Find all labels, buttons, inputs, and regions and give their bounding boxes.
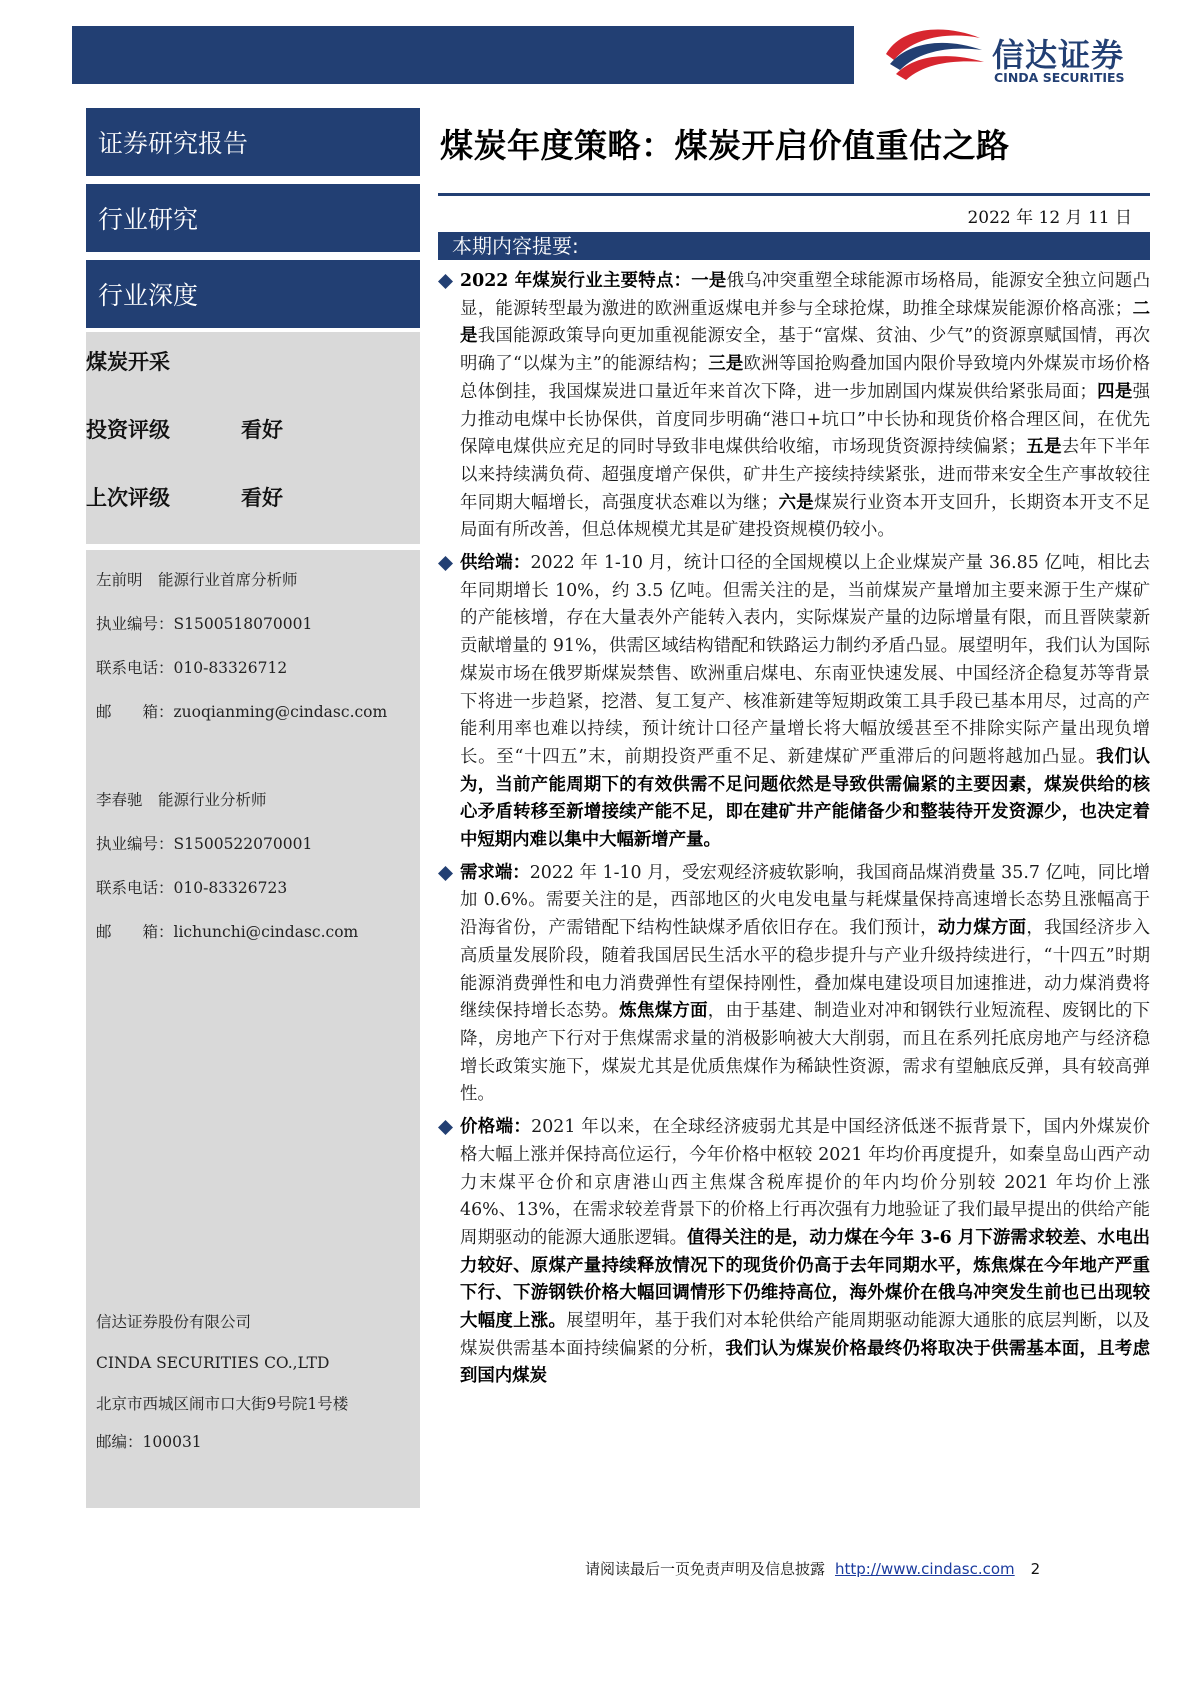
diamond-bullet-icon [438,1120,453,1135]
body-text: 欧洲等国抢购叠加国内限价导致境内外煤炭市场价格总体倒挂，我国煤炭进口量近年来首次下降，进一步加剧国内煤炭供给紧张局面； [460,354,1150,402]
rating-panel [86,332,420,544]
category-box [86,184,420,252]
paragraph-text [460,553,1150,850]
emphasis-text: 动力煤方面 [937,918,1027,939]
body-text: 2022 年 1-10 月，统计口径的全国规模以上企业煤炭产量 36.85 亿吨，相比去年同期增长 10%，约 3.5 亿吨。但需关注的是，当前煤炭产量增加主要来源于生产煤矿的产能核增，存在大量表外产能转入表内，实际煤炭产量的边际增量有限，而且晋陕蒙新贡献增量的 91%，供需区域结构错配和铁路运力制约矛盾凸显。展望明年，我们认为国际煤炭市场在俄罗斯煤炭禁售、欧洲重启煤电、东南亚快速发展、中国经济企稳复苏等背景下将进一步趋紧，挖潜、复工复产、核准新建等短期政策工具手段已基本用尽，过高的产能利用率也难以持续，预计统计口径产量增长将大幅放缓甚至不排除实际产量出现负增长。至“十四五”末，前期投资严重不足、新建煤矿严重滞后的问题将越加凸显。 [460,553,1150,767]
company-name-en: CINDA SECURITIES CO.,LTD [96,1354,330,1372]
diamond-bullet-icon [438,866,453,881]
body-text: 展望明年，基于我们对本轮供给产能周期驱动能源大通胀的底层判断，以及煤炭供需基本面持续偏紧的分析， [460,1311,1150,1359]
title-divider [438,193,1150,196]
company-postcode: 邮编：100031 [96,1433,202,1451]
cinda-emblem-icon [880,24,986,86]
analyst-1-email[interactable]: 邮 箱：zuoqianming@cindasc.com [96,703,388,721]
body-text: 2022 年 1-10 月，受宏观经济疲软影响，我国商品煤消费量 35.7 亿吨，同比增加 0.6%。需要关注的是，西部地区的火电发电量与耗煤量保持高速增长态势且涨幅高于沿海省份，产需错配下结构性缺煤矛盾依旧存在。我们预计， [460,862,1150,939]
emphasis-text: 值得关注的是，动力煤在今年 3-6 月下游需求较差、水电出力较好、原煤产量持续释放情况下的现货价仍高于去年同期水平，炼焦煤在今年地产严重下行、下游钢铁价格大幅回调情形下仍维持高位，海外煤价在俄乌冲突发生前也已出现较大幅度上涨。 [460,1227,1150,1332]
company-name-cn: 信达证券股份有限公司 [96,1313,252,1331]
report-title: 煤炭年度策略：煤炭开启价值重估之路 [440,126,1010,165]
paragraph-price [438,1114,1150,1391]
sidebar [86,108,420,1508]
emphasis-text: 炼焦煤方面 [619,1001,708,1022]
subcategory-box [86,260,420,328]
body-text: 强力推动电煤中长协保供，首度同步明确“港口+坑口”中长协和现货价格合理区间，在优先保障电煤供应充足的同时导致非电煤供给收缩，市场现货资源持续偏紧； [460,381,1150,458]
summary-heading: 本期内容提要: [438,232,1150,260]
paragraph-text [460,1117,1150,1386]
prev-rating-label: 上次评级 [86,486,170,510]
analyst-1-phone: 联系电话：010-83326712 [96,659,288,677]
cinda-logo [880,24,1170,86]
header-bar [72,26,854,84]
body-text: 2021 年以来，在全球经济疲弱尤其是中国经济低迷不振背景下，国内外煤炭价格大幅上涨并保持高位运行，今年价格中枢较 2021 年均价再度提升，如秦皇岛山西产动力末煤平仓价和京唐港山西主焦煤含税库提价的年内均价分别较 2021 年均价上涨 46%、13%，在需求较差背景下的价格上行再次强有力地验证了我们最早提出的供给产能周期驱动的能源大通胀逻辑。 [460,1117,1150,1248]
body-text: ，我国经济步入高质量发展阶段，随着我国居民生活水平的稳步提升与产业升级持续进行，“十四五”时期能源消费弹性和电力消费弹性有望保持刚性，叠加煤电建设项目加速推进，动力煤消费将继续保持增长态势。 [460,918,1150,1022]
analyst-2-email[interactable]: 邮 箱：lichunchi@cindasc.com [96,923,359,941]
diamond-bullet-icon [438,556,453,571]
emphasis-text: 三是 [707,354,744,375]
diamond-bullet-icon [438,274,453,289]
footer-disclaimer: 请阅读最后一页免责声明及信息披露 [585,1560,826,1578]
analyst-2-phone: 联系电话：010-83326723 [96,879,288,897]
summary-content [438,268,1150,1396]
subcategory: 行业深度 [98,281,199,310]
body-text: 俄乌冲突重塑全球能源市场格局，能源安全独立问题凸显，能源转型最为激进的欧洲重返煤电并参与全球抢煤，助推全球煤炭能源价格高涨； [460,271,1150,319]
emphasis-text: 二是 [460,298,1150,347]
analyst-1-name: 左前明 能源行业首席分析师 [96,571,298,589]
emphasis-text: 五是 [1026,437,1062,458]
paragraph-supply [438,550,1150,855]
emphasis-text: 四是 [1096,381,1133,402]
analyst-2-name: 李春驰 能源行业分析师 [96,791,267,809]
report-date: 2022 年 12 月 11 日 [967,208,1132,228]
report-type-box [86,108,420,176]
emphasis-text: 价格端： [460,1117,532,1138]
report-type: 证券研究报告 [98,129,249,158]
industry-name: 煤炭开采 [86,350,170,374]
body-text: 煤炭行业资本开支回升，长期资本开支不足局面有所改善，但总体规模尤其是矿建投资规模仍较小。 [460,492,1150,541]
emphasis-text: 需求端： [460,862,530,883]
emphasis-text: 一是 [691,271,727,291]
analyst-1-license: 执业编号：S1500518070001 [96,615,313,633]
body-text: 我国能源政策导向更加重视能源安全，基于“富煤、贫油、少气”的资源禀赋国情，再次明确了“以煤为主”的能源结构； [460,326,1150,375]
paragraph-demand [438,860,1150,1109]
emphasis-text: 供给端： [460,553,531,574]
logo-chinese-name: 信达证券 [992,36,1125,74]
rating-value: 看好 [241,418,283,442]
emphasis-text: 六是 [778,492,814,513]
page-footer [585,1558,1040,1579]
paragraph-characteristics [438,268,1150,545]
paragraph-text [460,863,1150,1105]
prev-rating-value: 看好 [241,486,283,510]
footer-url-link[interactable]: http://www.cindasc.com [835,1560,1015,1578]
category: 行业研究 [98,205,199,234]
analyst-panel [86,550,420,1508]
analyst-2-license: 执业编号：S1500522070001 [96,835,313,853]
logo-english-name: CINDA SECURITIES [994,70,1125,85]
page-number: 2 [1030,1560,1041,1578]
company-address: 北京市西城区闹市口大街9号院1号楼 [96,1395,349,1413]
rating-label: 投资评级 [86,418,170,442]
emphasis-text: 我们认为煤炭价格最终仍将取决于供需基本面，且考虑到国内煤炭 [460,1338,1150,1387]
paragraph-text [460,271,1150,540]
emphasis-text: 2022 年煤炭行业主要特点： [460,271,692,291]
emphasis-text: 我们认为，当前产能周期下的有效供需不足问题依然是导致供需偏紧的主要因素，煤炭供给的核心矛盾转移至新增接续产能不足，即在建矿井产能储备少和整装待开发资源少，也决定着中短期内难以集中大幅新增产量。 [460,746,1150,851]
body-text: ，由于基建、制造业对冲和钢铁行业短流程、废钢比的下降，房地产下行对于焦煤需求量的消极影响被大大削弱，而且在系列托底房地产与经济稳增长政策实施下，煤炭尤其是优质焦煤作为稀缺性资源，需求有望触底反弹，具有较高弹性。 [460,1001,1150,1105]
body-text: 去年下半年以来持续满负荷、超强度增产保供，矿井生产接续持续紧张，进而带来安全生产事故较往年同期大幅增长，高强度状态难以为继； [460,437,1150,513]
